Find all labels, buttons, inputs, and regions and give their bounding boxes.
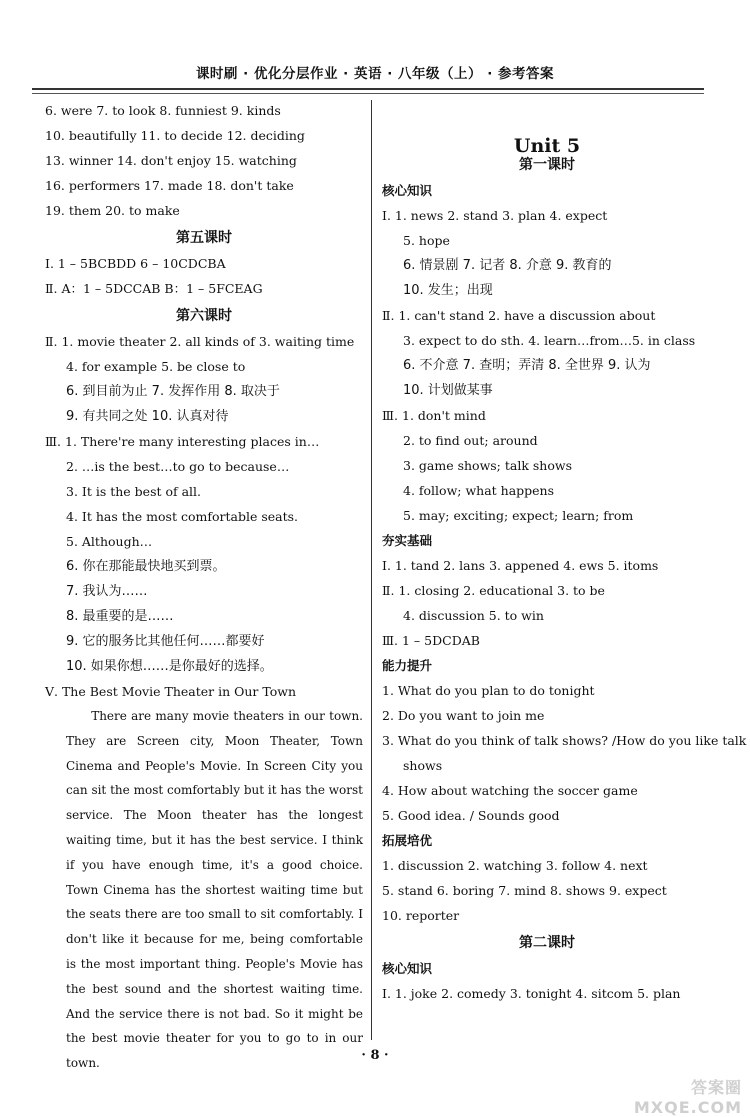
answer-line: 10. 如果你想……是你最好的选择。	[66, 659, 273, 674]
answer-line: Ⅰ. 1. joke 2. comedy 3. tonight 4. sitcom 5. plan	[382, 986, 681, 1001]
answer-line: 13. winner 14. don't enjoy 15. watching	[45, 153, 297, 168]
unit-title: Unit 5	[513, 135, 581, 157]
answer-line: 5. hope	[403, 233, 450, 248]
essay-title: Ⅴ. The Best Movie Theater in Our Town	[45, 684, 297, 699]
answer-line: 1. What do you plan to do tonight	[382, 683, 595, 698]
answer-line: 3. game shows; talk shows	[403, 458, 572, 473]
answer-line: 3. It is the best of all.	[66, 484, 202, 499]
answer-line: 6. 情景剧 7. 记者 8. 介意 9. 教育的	[403, 258, 612, 273]
answer-line: 10. beautifully 11. to decide 12. deciding	[45, 128, 305, 143]
answer-line: 1. discussion 2. watching 3. follow 4. next	[382, 858, 648, 873]
answer-line: 7. 我认为……	[66, 584, 148, 599]
section-heading: 核心知识	[382, 183, 433, 198]
answer-line: 6. 你在那能最快地买到票。	[66, 559, 226, 574]
answer-line: 6. 到目前为止 7. 发挥作用 8. 取决于	[66, 384, 280, 399]
section-heading: 夯实基础	[382, 533, 433, 548]
answer-line: 6. were 7. to look 8. funniest 9. kinds	[45, 103, 281, 118]
answer-line: 8. 最重要的是……	[66, 609, 174, 624]
column-divider	[371, 100, 372, 1040]
answer-line: 5. stand 6. boring 7. mind 8. shows 9. expect	[382, 883, 667, 898]
lesson1-title: 第一课时	[519, 157, 575, 173]
answer-line: Ⅰ. 1. tand 2. lans 3. appened 4. ews 5. itoms	[382, 558, 659, 573]
lesson2-title: 第二课时	[519, 935, 575, 951]
answer-line: 4. follow; what happens	[403, 483, 555, 498]
left-column	[45, 98, 363, 1076]
answer-line: 10. reporter	[382, 908, 460, 923]
answer-line: Ⅱ. 1. movie theater 2. all kinds of 3. waiting time	[45, 334, 355, 349]
answer-line: 2. to find out; around	[403, 433, 538, 448]
answer-line: 4. discussion 5. to win	[403, 608, 544, 623]
answer-line: 3. What do you think of talk shows? /How do you like talk	[382, 733, 747, 748]
answer-line: 6. 不介意 7. 查明；弄清 8. 全世界 9. 认为	[403, 358, 651, 373]
lesson5-title: 第五课时	[176, 230, 232, 246]
page-number: · 8 ·	[361, 1048, 389, 1063]
section-heading: 核心知识	[382, 961, 433, 976]
answer-line: Ⅲ. 1 – 5DCDAB	[382, 633, 480, 648]
answer-line: 19. them 20. to make	[45, 203, 180, 218]
answer-line: Ⅱ. 1. closing 2. educational 3. to be	[382, 583, 605, 598]
answer-line: 10. 计划做某事	[403, 383, 493, 398]
answer-line: Ⅱ. A：1 – 5DCCAB B：1 – 5FCEAG	[45, 281, 263, 296]
answer-line: 2. …is the best…to go to because…	[66, 459, 290, 474]
answer-line: 4. for example 5. be close to	[66, 359, 246, 374]
right-column	[382, 98, 747, 1006]
answer-line: Ⅲ. 1. There're many interesting places in…	[45, 434, 320, 449]
answer-line: 4. How about watching the soccer game	[382, 783, 638, 798]
answer-line: Ⅲ. 1. don't mind	[382, 408, 486, 423]
header-rule-thick	[32, 88, 704, 90]
essay-paragraph: There are many movie theaters in our town. They are Screen city, Moon Theater, Town Cinema and People's Movie. In Screen City you can sit the most comfortably but it has the worst service. The Moon theater has the longest waiting time, but it has the best service. I think if you have enough time, it's a good choice. Town Cinema has the shortest waiting time but the seats there are too small to sit comfortably. I don't like it because for me, being comfortable is the most important thing. People's Movie has the best sound and the shortest waiting time. And the service there is not bad. So it might be the best movie theater for you to go to in our town.	[66, 709, 363, 1071]
header-rule-thin	[32, 93, 704, 94]
answer-line: 16. performers 17. made 18. don't take	[45, 178, 294, 193]
section-heading: 能力提升	[382, 658, 433, 673]
answer-line: 5. Although…	[66, 534, 153, 549]
answer-line: 9. 它的服务比其他任何……都要好	[66, 634, 265, 649]
answer-line: 3. expect to do sth. 4. learn…from…5. in class	[403, 333, 696, 348]
page-header: 课时刷 · 优化分层作业 · 英语 · 八年级（上） · 参考答案	[195, 66, 555, 82]
answer-line: 5. may; exciting; expect; learn; from	[403, 508, 634, 523]
answer-line: shows	[403, 758, 443, 773]
answer-line: 4. It has the most comfortable seats.	[66, 509, 298, 524]
answer-line: Ⅰ. 1. news 2. stand 3. plan 4. expect	[382, 208, 608, 223]
lesson6-title: 第六课时	[176, 308, 232, 324]
answer-line: 5. Good idea. / Sounds good	[382, 808, 560, 823]
answer-line: 9. 有共同之处 10. 认真对待	[66, 409, 229, 424]
answer-line: 2. Do you want to join me	[382, 708, 545, 723]
section-heading: 拓展培优	[382, 833, 433, 848]
answer-line: Ⅰ. 1 – 5BCBDD 6 – 10CDCBA	[45, 256, 226, 271]
watermark: 答案圈 MXQE.COM	[633, 1078, 742, 1117]
answer-line: Ⅱ. 1. can't stand 2. have a discussion about	[382, 308, 656, 323]
answer-line: 10. 发生；出现	[403, 283, 493, 298]
